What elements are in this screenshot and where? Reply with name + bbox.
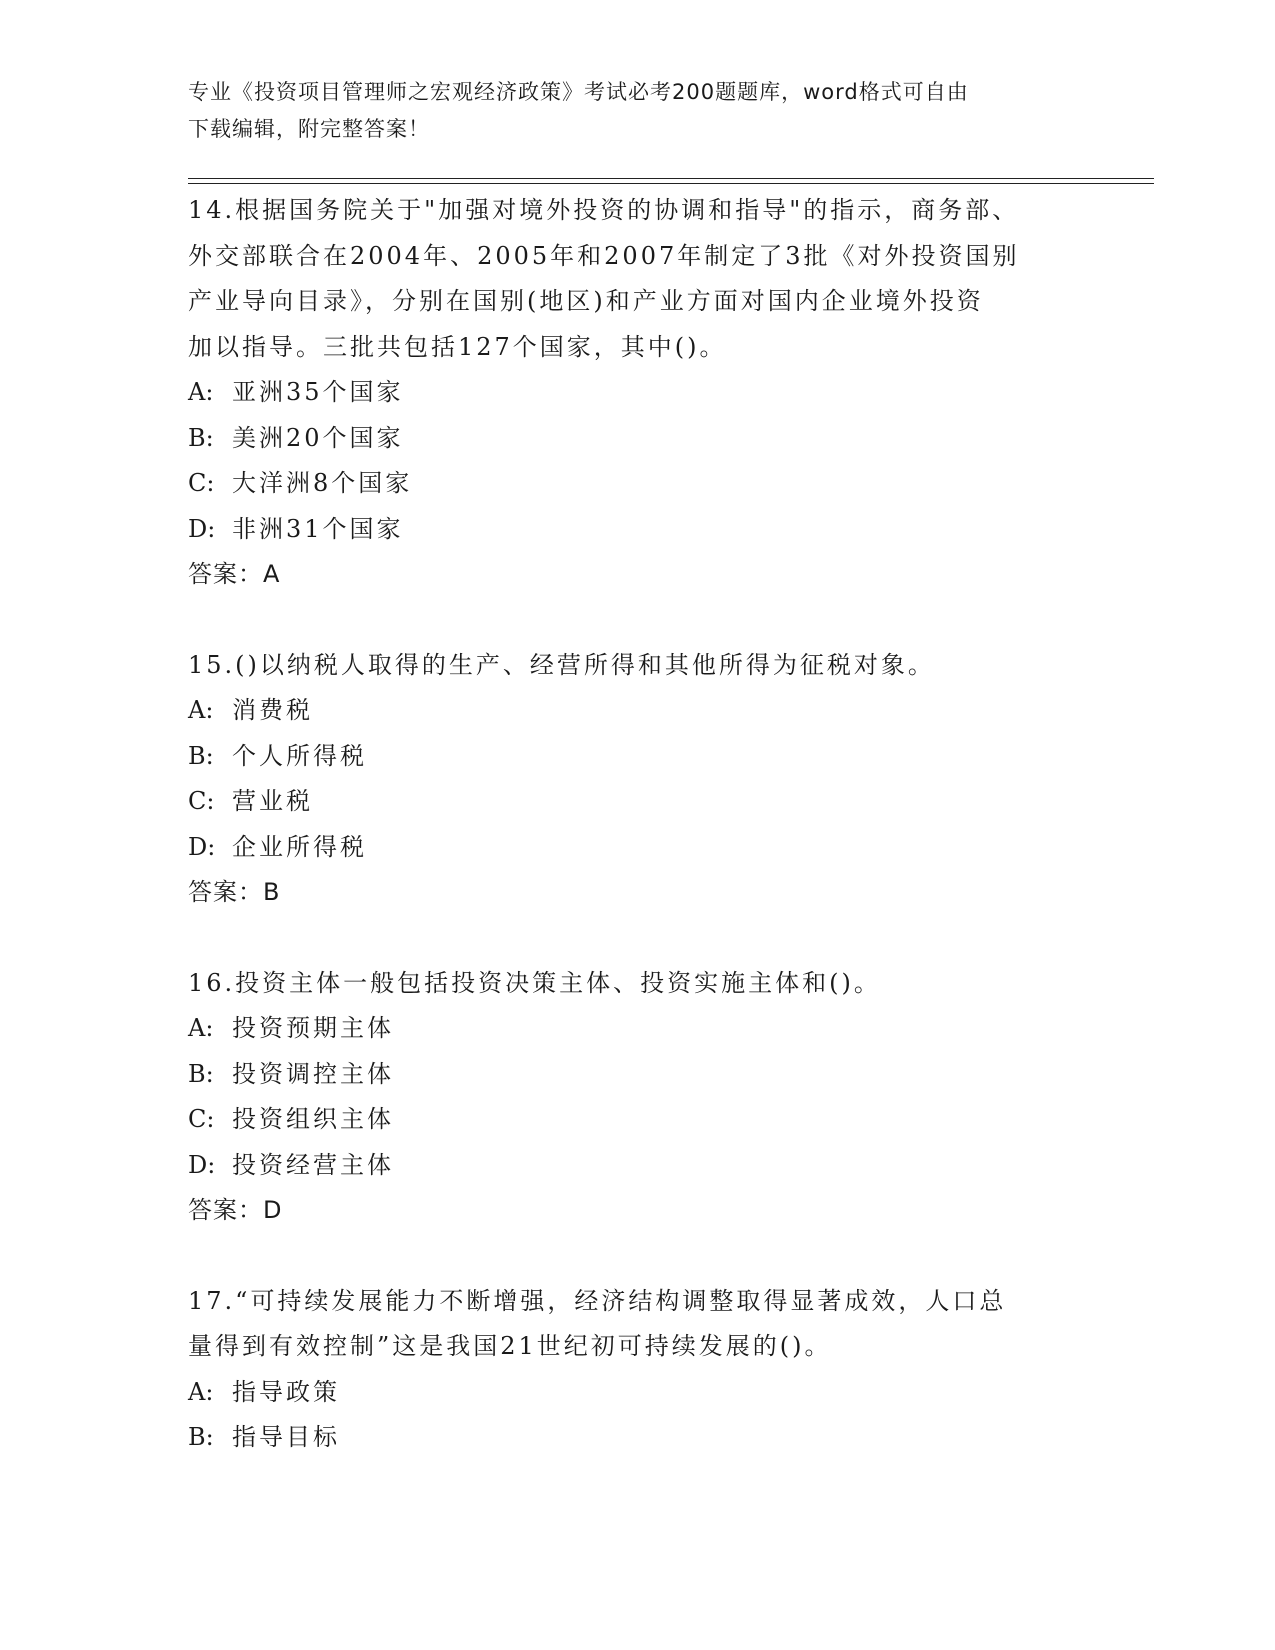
option-text: 亚洲35个国家	[232, 378, 404, 406]
option-key: D:	[188, 514, 216, 543]
option-key: A:	[188, 378, 214, 406]
answer-option	[188, 734, 1088, 780]
answer-option	[188, 461, 1088, 507]
answer-option	[188, 1370, 1088, 1416]
option-text: 投资预期主体	[232, 1014, 394, 1042]
option-key: D:	[188, 1150, 216, 1179]
question-stem-line: 17.“可持续发展能力不断增强，经济结构调整取得显著成效，人口总	[188, 1286, 1007, 1315]
question-block	[188, 1279, 1088, 1461]
option-key: D:	[188, 832, 216, 861]
question-stem-line: 15.()以纳税人取得的生产、经营所得和其他所得为征税对象。	[188, 650, 935, 679]
option-text: 营业税	[232, 787, 313, 815]
document-header	[188, 74, 1088, 148]
question-stem-line: 产业导向目录》，分别在国别(地区)和产业方面对国内企业境外投资	[188, 287, 984, 315]
option-text: 消费税	[232, 696, 313, 724]
option-key: C:	[188, 1105, 215, 1133]
answer-option	[188, 688, 1088, 734]
option-text: 美洲20个国家	[232, 423, 404, 452]
question-block	[188, 961, 1088, 1234]
option-text: 投资组织主体	[232, 1105, 394, 1133]
answer-key: 答案：B	[188, 878, 281, 906]
option-text: 指导政策	[232, 1377, 340, 1406]
option-key: B:	[188, 1423, 214, 1451]
option-text: 企业所得税	[232, 832, 367, 861]
answer-option	[188, 1143, 1088, 1189]
answer-key: 答案：A	[188, 560, 281, 588]
option-key: A:	[188, 696, 214, 724]
answer-option	[188, 416, 1088, 462]
option-text: 个人所得税	[232, 741, 367, 770]
option-key: A:	[188, 1377, 214, 1406]
question-block	[188, 643, 1088, 916]
question-block	[188, 188, 1088, 598]
question-stem-line: 量得到有效控制”这是我国21世纪初可持续发展的()。	[188, 1332, 832, 1360]
option-text: 投资调控主体	[232, 1059, 394, 1088]
question-stem-line: 加以指导。三批共包括127个国家，其中()。	[188, 332, 727, 361]
option-text: 非洲31个国家	[232, 514, 404, 543]
option-text: 投资经营主体	[232, 1150, 394, 1179]
option-key: A:	[188, 1014, 214, 1042]
question-list	[188, 188, 1088, 1506]
option-text: 指导目标	[232, 1423, 340, 1451]
answer-option	[188, 507, 1088, 553]
option-key: B:	[188, 741, 214, 770]
answer-option	[188, 370, 1088, 416]
option-key: B:	[188, 1059, 214, 1088]
answer-option	[188, 1097, 1088, 1143]
answer-key: 答案：D	[188, 1196, 283, 1224]
option-key: C:	[188, 787, 215, 815]
answer-option	[188, 825, 1088, 871]
question-stem-line: 14.根据国务院关于"加强对境外投资的协调和指导"的指示，商务部、	[188, 196, 1020, 224]
header-divider-top	[188, 178, 1154, 179]
header-line-2: 下载编辑，附完整答案！	[188, 117, 430, 141]
option-key: B:	[188, 423, 214, 452]
answer-option	[188, 1006, 1088, 1052]
answer-option	[188, 779, 1088, 825]
header-line-1: 专业《投资项目管理师之宏观经济政策》考试必考200题题库，word格式可自由	[188, 80, 969, 104]
question-stem-line: 16.投资主体一般包括投资决策主体、投资实施主体和()。	[188, 968, 881, 997]
question-stem-line: 外交部联合在2004年、2005年和2007年制定了3批《对外投资国别	[188, 241, 1020, 270]
option-text: 大洋洲8个国家	[232, 469, 413, 497]
header-divider-bottom	[188, 183, 1154, 184]
answer-option	[188, 1052, 1088, 1098]
answer-option	[188, 1415, 1088, 1461]
option-key: C:	[188, 469, 215, 497]
